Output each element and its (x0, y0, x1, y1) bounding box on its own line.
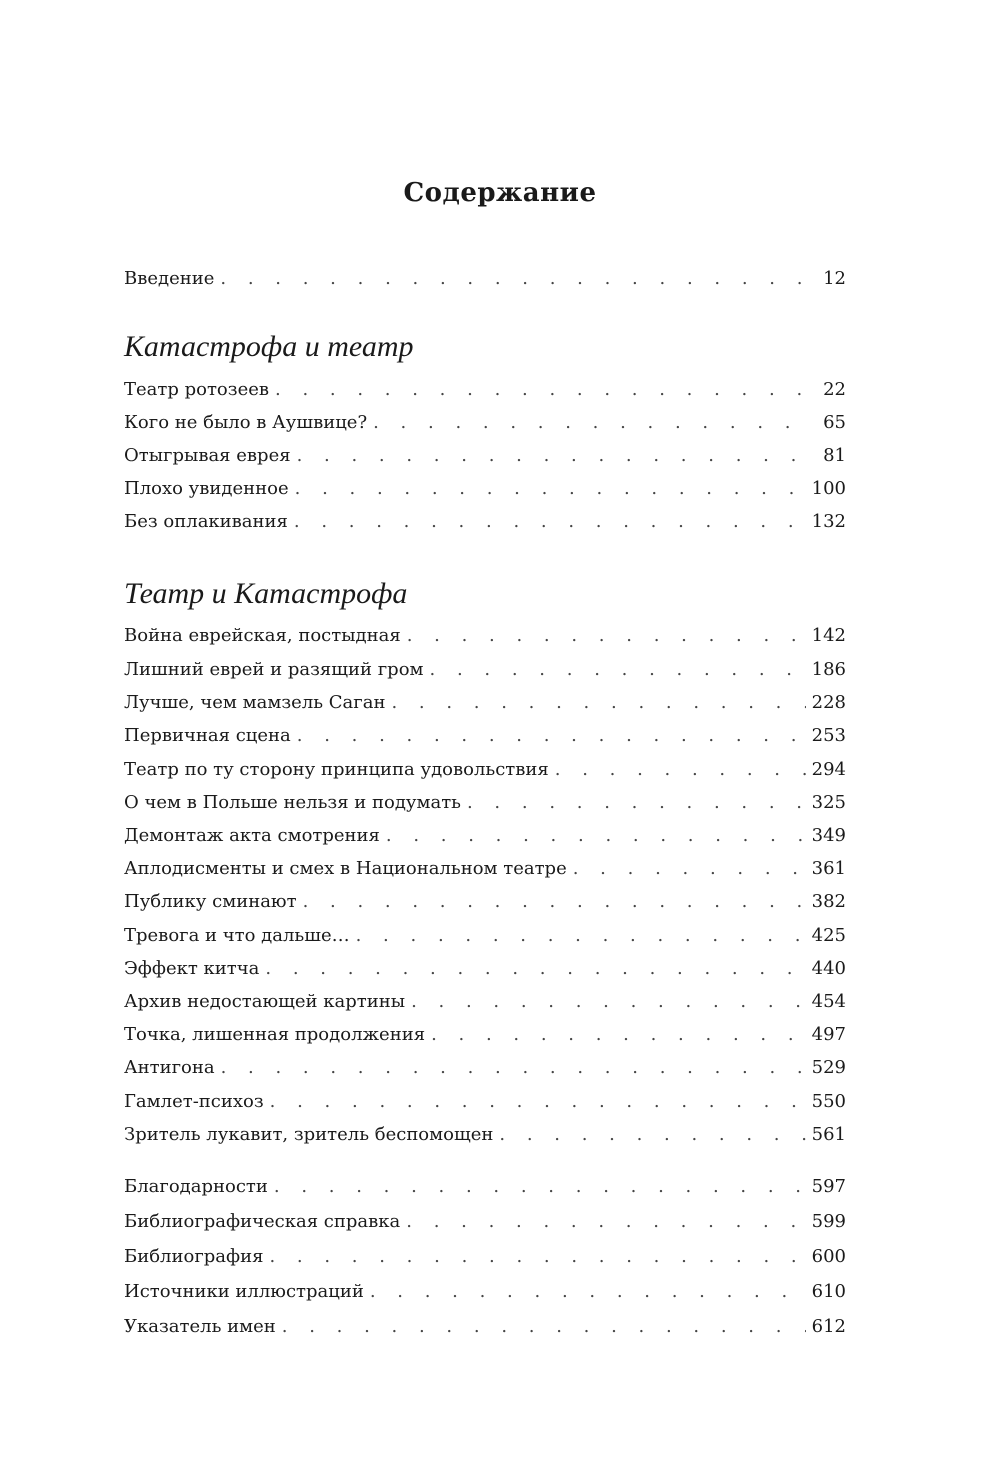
dot-leader (407, 621, 806, 651)
toc-entry-title: Демонтаж акта смотрения (124, 825, 380, 846)
toc-entry-page: 228 (811, 692, 846, 713)
toc-entry-page: 597 (811, 1176, 846, 1197)
toc-entry (124, 987, 846, 1017)
toc-entry-title: Публику сминают (124, 891, 297, 912)
toc-entry-title: Первичная сцена (124, 725, 291, 746)
toc-entry-title: Без оплакивания (124, 511, 288, 532)
dot-leader (221, 1053, 806, 1083)
toc-entry-title: Кого не было в Аушвице? (124, 412, 368, 433)
dot-leader (406, 1207, 805, 1237)
toc-entry-page: 325 (811, 792, 846, 813)
toc-entry-page: 600 (811, 1246, 846, 1267)
toc-entry-title: Указатель имен (124, 1316, 276, 1337)
toc-entry-page: 440 (811, 958, 846, 979)
toc-entry-page: 454 (811, 991, 846, 1012)
toc-entry-back (124, 1312, 846, 1342)
dot-leader (220, 264, 810, 294)
toc-entry-page: 612 (811, 1316, 846, 1337)
dot-leader (555, 755, 806, 785)
toc-entry-title: Театр ротозеев (124, 379, 270, 400)
toc-entry (124, 621, 846, 651)
toc-entry-page: 382 (811, 891, 846, 912)
dot-leader (431, 1020, 806, 1050)
toc-entry-title: Благодарности (124, 1176, 268, 1197)
toc-entry-page: 550 (811, 1091, 846, 1112)
toc-entry-page: 186 (811, 659, 846, 680)
toc-entry-back (124, 1242, 846, 1272)
toc-entry-page: 610 (811, 1281, 846, 1302)
toc-entry-page: 132 (811, 511, 846, 532)
toc-entry-title: Тревога и что дальше… (124, 925, 350, 946)
toc-entry-page: 12 (823, 268, 846, 289)
toc-entry-title: Эффект китча (124, 958, 260, 979)
dot-leader (297, 721, 806, 751)
toc-entry (124, 921, 846, 951)
section-heading: Катастрофа и театр (124, 330, 414, 363)
dot-leader (297, 441, 810, 471)
toc-entry (124, 721, 846, 751)
dot-leader (295, 474, 806, 504)
toc-entry-title: Антигона (124, 1057, 215, 1078)
toc-entry-page: 81 (823, 445, 846, 466)
toc-entry-title: О чем в Польше нельзя и подумать (124, 792, 461, 813)
toc-entry-title: Война еврейская, постыдная (124, 625, 401, 646)
toc-entry-page: 142 (811, 625, 846, 646)
toc-entry-page: 100 (811, 478, 846, 499)
toc-entry (124, 887, 846, 917)
toc-entry-page: 22 (823, 379, 846, 400)
toc-entry (124, 788, 846, 818)
toc-entry (124, 408, 846, 438)
dot-leader (430, 655, 806, 685)
page-title: Содержание (403, 178, 597, 208)
toc-entry-page: 253 (811, 725, 846, 746)
toc-entry-page: 599 (811, 1211, 846, 1232)
toc-entry-title: Гамлет-психоз (124, 1091, 264, 1112)
toc-entry-page: 497 (811, 1024, 846, 1045)
dot-leader (386, 821, 806, 851)
toc-entry-intro (124, 264, 846, 294)
toc-entry-page: 65 (823, 412, 846, 433)
toc-entry-title: Театр по ту сторону принципа удовольствия (124, 759, 549, 780)
dot-leader (270, 1087, 806, 1117)
toc-entry (124, 1087, 846, 1117)
toc-entry (124, 755, 846, 785)
toc-entry (124, 375, 846, 405)
toc-entry-title: Точка, лишенная продолжения (124, 1024, 426, 1045)
dot-leader (573, 854, 806, 884)
toc-entry-page: 361 (811, 858, 846, 879)
dot-leader (370, 1277, 806, 1307)
dot-leader (294, 507, 806, 537)
toc-entry-page: 425 (811, 925, 846, 946)
toc-entry-title: Аплодисменты и смех в Национальном театре (124, 858, 567, 879)
toc-entry (124, 854, 846, 884)
toc-entry-page: 349 (811, 825, 846, 846)
section-heading: Театр и Катастрофа (124, 577, 408, 610)
toc-entry (124, 1120, 846, 1150)
toc-entry-back (124, 1277, 846, 1307)
dot-leader (373, 408, 810, 438)
toc-entry (124, 655, 846, 685)
dot-leader (274, 1172, 806, 1202)
dot-leader (269, 1242, 805, 1272)
dot-leader (275, 375, 810, 405)
dot-leader (282, 1312, 806, 1342)
dot-leader (411, 987, 806, 1017)
toc-entry-page: 294 (811, 759, 846, 780)
toc-entry (124, 1020, 846, 1050)
dot-leader (303, 887, 806, 917)
toc-entry-title: Библиография (124, 1246, 264, 1267)
toc-entry-title: Архив недостающей картины (124, 991, 406, 1012)
toc-entry (124, 1053, 846, 1083)
dot-leader (499, 1120, 805, 1150)
toc-entry-title: Плохо увиденное (124, 478, 289, 499)
toc-entry-title: Лишний еврей и разящий гром (124, 659, 424, 680)
toc-entry (124, 954, 846, 984)
toc-entry-title: Введение (124, 268, 215, 289)
toc-entry-page: 529 (811, 1057, 846, 1078)
dot-leader (467, 788, 806, 818)
toc-entry (124, 821, 846, 851)
dot-leader (265, 954, 805, 984)
toc-entry (124, 474, 846, 504)
toc-entry-title: Лучше, чем мамзель Саган (124, 692, 386, 713)
dot-leader (391, 688, 805, 718)
toc-entry-page: 561 (811, 1124, 846, 1145)
toc-entry-title: Зритель лукавит, зритель беспомощен (124, 1124, 494, 1145)
toc-entry-title: Отыгрывая еврея (124, 445, 291, 466)
toc-entry (124, 688, 846, 718)
toc-entry (124, 507, 846, 537)
toc-entry-title: Источники иллюстраций (124, 1281, 364, 1302)
dot-leader (356, 921, 806, 951)
toc-entry (124, 441, 846, 471)
toc-entry-back (124, 1172, 846, 1202)
toc-entry-back (124, 1207, 846, 1237)
toc-entry-title: Библиографическая справка (124, 1211, 401, 1232)
